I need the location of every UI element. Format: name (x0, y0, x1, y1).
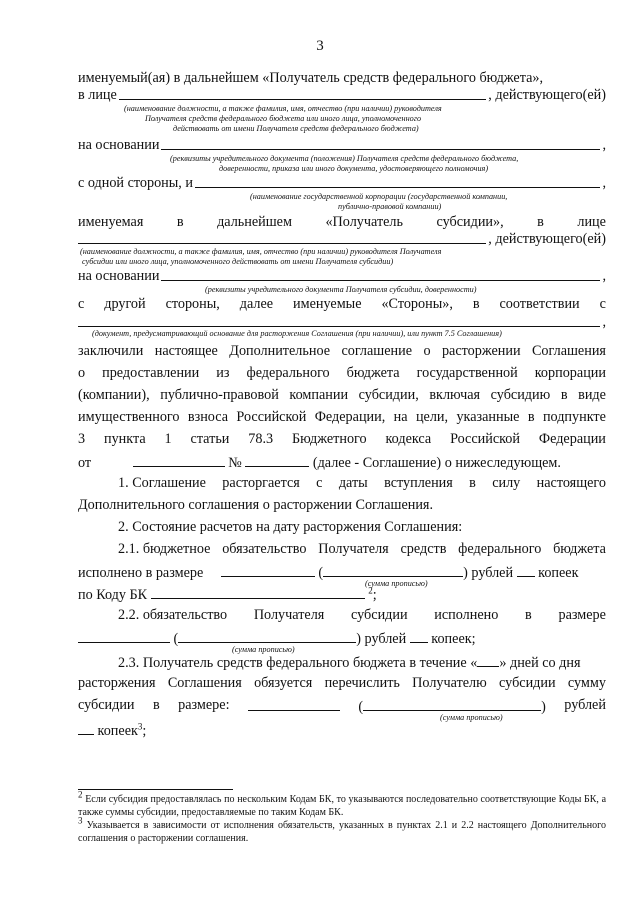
agreement-reference-text: (далее - Соглашение) о нижеследующем. (312, 455, 561, 471)
word: с (78, 296, 85, 312)
in-person-label: в лице (78, 87, 117, 103)
subsidy-basis-line (78, 268, 606, 285)
word: перечислить (324, 675, 400, 691)
subsidy-basis-blank[interactable] (161, 268, 600, 281)
word: о (423, 343, 431, 359)
caption: (наименование должности, а также фамилия, имя, отчество (при наличии) руководителя Получателя (80, 247, 442, 256)
basis-blank[interactable] (161, 137, 600, 150)
amount-words-blank[interactable] (363, 697, 541, 711)
caption: (наименование должности, а также фамилия, имя, отчество (при наличии) руководителя (124, 104, 442, 113)
amount-numeric-blank[interactable] (248, 697, 340, 711)
word: цели, (415, 409, 449, 425)
word: пункта (103, 431, 146, 447)
word: 1 (164, 431, 172, 447)
word: с (316, 475, 323, 491)
agreement-number-blank[interactable] (245, 453, 309, 467)
word: в (560, 387, 568, 403)
from-label: от (78, 455, 92, 471)
word: настоящего (536, 475, 606, 491)
comma: , (602, 175, 606, 191)
kopecks-label: копеек (97, 723, 138, 739)
kopecks-blank[interactable] (517, 563, 535, 577)
corporation-blank[interactable] (195, 175, 600, 188)
kopecks-label: копеек; (431, 631, 476, 647)
one-side-label: с одной стороны, и (78, 175, 193, 191)
item-2-3-line (118, 653, 606, 672)
word: обязуется (254, 675, 313, 691)
semicolon: ; (372, 587, 377, 603)
executed-amount-label: исполнено в размере (78, 565, 204, 581)
caption: (сумма прописью) (232, 645, 295, 654)
rubles-label: ) рублей (463, 565, 514, 581)
word: размере (558, 607, 606, 623)
word: «Стороны», (381, 296, 453, 312)
word: соглашение (341, 343, 413, 359)
word: субсидии (78, 697, 135, 713)
word: бюджета (346, 365, 400, 381)
word: федерального (246, 365, 330, 381)
open-paren: ( (358, 699, 364, 715)
caption: Получателя средств федерального бюджета или иного лица, уполномоченного (145, 114, 422, 123)
word: Российской (236, 409, 307, 425)
caption: субсидии или иного лица, уполномоченного действовать от имени Получателя субсидии) (82, 257, 394, 266)
body-line (78, 409, 606, 426)
word: в (537, 214, 544, 230)
kopecks-blank[interactable] (78, 721, 94, 735)
word: Получателю (412, 675, 487, 691)
item-2-1-amount-line (78, 563, 606, 582)
caption: действовать от имени Получателя средств федерального бюджета) (173, 124, 419, 133)
footnote-ref[interactable]: 3 (137, 721, 143, 732)
body-line (78, 365, 606, 382)
word: исполнено (434, 607, 499, 623)
footnote-text: Указывается в зависимости от исполнения обязательств, указанных в пунктах 2.1 и 2.2 настоящего Дополнительного соглашения о расторжении соглашения. (78, 820, 607, 844)
amount-numeric-blank[interactable] (78, 629, 170, 643)
word: бюджета (553, 541, 606, 557)
kopecks-blank[interactable] (410, 629, 428, 643)
word: 2.1. бюджетное (118, 541, 211, 557)
word: предоставлении (102, 365, 200, 381)
acting-label: , действующего(ей) (488, 231, 606, 247)
footnote-2 (78, 789, 607, 819)
word: из (216, 365, 230, 381)
open-paren: ( (318, 565, 324, 581)
word: Соглашения (167, 675, 242, 691)
word: указанные (456, 409, 520, 425)
word: Соглашения (531, 343, 606, 359)
word: обязательство (222, 541, 307, 557)
word: государственной (416, 365, 518, 381)
amount-numeric-blank[interactable] (221, 563, 315, 577)
subsidy-recipient-line (78, 214, 606, 231)
word: субсидии (499, 675, 556, 691)
open-paren: ( (173, 631, 179, 647)
word: о (78, 365, 86, 381)
word: Дополнительное (229, 343, 331, 359)
item-2-3-text: 2.3. Получатель средств федерального бюджета в течение « (118, 655, 478, 671)
basis-label: на основании (78, 137, 160, 153)
footnote-3 (78, 815, 607, 845)
word: Получателя (253, 607, 325, 623)
word: Бюджетного (292, 431, 367, 447)
item-2-line: 2. Состояние расчетов на дату расторжения Соглашения: (118, 519, 463, 535)
word: Российской (450, 431, 520, 447)
word: даты (338, 475, 368, 491)
footnote-divider (78, 789, 233, 790)
body-line (78, 387, 606, 404)
basis-document-blank[interactable] (78, 314, 600, 327)
party-one-line (78, 175, 606, 192)
footnote-mark: 2 (78, 789, 83, 800)
word: дальнейшем (217, 214, 292, 230)
word: субсидии (351, 607, 408, 623)
word: соответствии (499, 296, 580, 312)
word: статьи (190, 431, 230, 447)
agreement-date-blank[interactable] (133, 453, 225, 467)
word: на (393, 409, 408, 425)
word: с (599, 296, 606, 312)
word: компании (289, 387, 349, 403)
word: далее (239, 296, 274, 312)
body-line (78, 343, 606, 360)
word: настоящее (154, 343, 218, 359)
budget-code-blank[interactable] (151, 585, 365, 599)
word: публично-правовой (160, 387, 279, 403)
basis-label: на основании (78, 268, 160, 284)
word: другой (104, 296, 146, 312)
word: «Получатель (325, 214, 403, 230)
caption: (реквизиты учредительного документа (положения) Получателя средств федерального бюджета, (170, 154, 519, 163)
word: силу (492, 475, 521, 491)
caption: (документ, предусматривающий основание для расторжения Соглашения (при наличии), или пункт 7.5 Соглашения) (92, 329, 502, 338)
word: кодекса (385, 431, 432, 447)
caption: (реквизиты учредительного документа Получателя субсидии, доверенности) (205, 285, 477, 294)
item-2-3-kopecks-line (78, 721, 606, 740)
word: вступления (384, 475, 453, 491)
word: в (469, 475, 476, 491)
word: расторгается (222, 475, 300, 491)
word: лице (577, 214, 606, 230)
recipient-representative-line (78, 87, 606, 104)
word: взноса (187, 409, 229, 425)
caption: (сумма прописью) (440, 713, 503, 722)
kopecks-label: копеек (538, 565, 579, 581)
rubles-label: ) рублей (356, 631, 407, 647)
word: 2.2. обязательство (118, 607, 228, 623)
word: имущественного (78, 409, 180, 425)
item-2-2-line (118, 607, 606, 624)
word: Получателя (318, 541, 389, 557)
item-1-line (118, 475, 606, 492)
days-blank[interactable] (477, 653, 499, 667)
representative-blank[interactable] (119, 87, 486, 100)
body-line (78, 431, 606, 448)
word: в (152, 697, 160, 713)
close-paren: ) (541, 699, 546, 715)
word: сумму (567, 675, 606, 691)
word: виде (578, 387, 606, 403)
agreement-date-line (78, 453, 606, 472)
word: заключили (78, 343, 144, 359)
subsidy-representative-line (78, 231, 606, 248)
item-2-1-line (118, 541, 606, 558)
word: в (525, 607, 532, 623)
item-1-line-2: Дополнительного соглашения о расторжении Соглашения. (78, 497, 433, 513)
word: 1. Соглашение (118, 475, 206, 491)
word: в (472, 296, 480, 312)
budget-code-line (78, 585, 606, 604)
word: субсидии, (358, 387, 419, 403)
caption: публично-правовой компании) (338, 202, 442, 211)
comma: , (602, 137, 606, 153)
rubles-label: рублей (564, 697, 606, 713)
word: расторжении (441, 343, 521, 359)
comma: , (602, 268, 606, 284)
word: включая (429, 387, 481, 403)
word: субсидии», (436, 214, 504, 230)
word: именуемые (293, 296, 362, 312)
subsidy-representative-blank[interactable] (78, 231, 486, 244)
budget-code-label: по Коду БК (78, 587, 148, 603)
caption: доверенности, приказа или иного документа, удостоверяющего полномочия) (219, 164, 489, 173)
item-2-3-line-2 (78, 675, 606, 692)
item-2-3-amount-line (78, 697, 606, 716)
word: стороны, (165, 296, 220, 312)
semicolon: ; (142, 723, 147, 739)
footnote-text: Если субсидия предоставлялась по нескольким Кодам БК, то указываются последовательно соответствующие Коды БК, а также суммы субсидии, предоставляемые по таким Кодам БК. (78, 794, 607, 818)
word: Федерации (538, 431, 606, 447)
word: в (527, 409, 535, 425)
item-2-3-text: » дней со дня (499, 655, 581, 671)
footnote-mark: 3 (78, 815, 83, 826)
word: Федерации, (314, 409, 386, 425)
amount-words-blank[interactable] (323, 563, 463, 577)
word: размере: (178, 697, 230, 713)
number-sign: № (228, 455, 242, 471)
acting-label: , действующего(ей) (488, 87, 606, 103)
basis-line (78, 137, 606, 154)
word: подпункте (542, 409, 606, 425)
recipient-name-line: именуемый(ая) в дальнейшем «Получатель средств федерального бюджета», (78, 70, 544, 86)
other-side-line (78, 296, 606, 313)
caption: (наименование государственной корпорации (государственной компании, (250, 192, 508, 201)
word: федерального (458, 541, 542, 557)
word: субсидию (490, 387, 551, 403)
comma: , (602, 314, 606, 330)
caption: (сумма прописью) (365, 579, 428, 588)
amount-words-blank[interactable] (178, 629, 356, 643)
word: корпорации (534, 365, 606, 381)
word: средств (400, 541, 447, 557)
word: именуемая (78, 214, 144, 230)
word: (компании), (78, 387, 150, 403)
page-number: 3 (316, 38, 324, 54)
word: 78.3 (248, 431, 274, 447)
word: 3 (78, 431, 86, 447)
footnote-ref[interactable]: 2 (368, 585, 373, 596)
word: в (176, 214, 184, 230)
word: расторжения (78, 675, 156, 691)
item-2-2-amount-line (78, 629, 606, 648)
